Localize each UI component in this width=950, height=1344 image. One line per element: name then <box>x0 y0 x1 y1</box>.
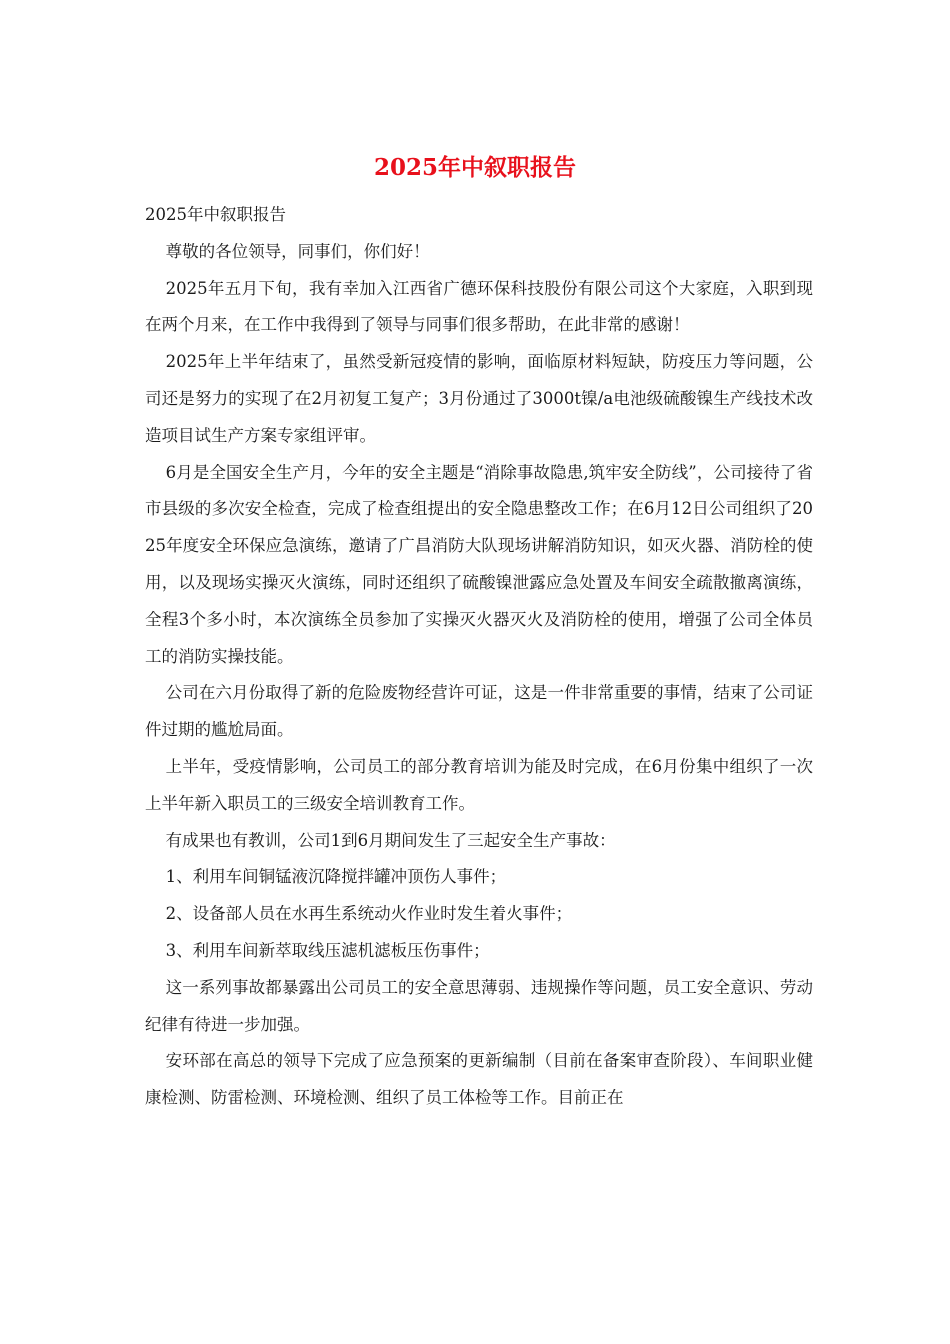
document-subtitle: 2025年中叙职报告 <box>145 205 286 224</box>
paragraph: 2、设备部人员在水再生系统动火作业时发生着火事件； <box>165 904 573 924</box>
document-title: 2025年中叙职报告 <box>373 154 576 181</box>
paragraph: 安环部在高总的领导下完成了应急预案的更新编制（目前在备案审查阶段）、车间职业健康检测、防雷检测、环境检测、组织了员工体检等工作。目前正在 <box>145 1051 813 1108</box>
paragraph: 1、利用车间铜锰液沉降搅拌罐冲顶伤人事件； <box>165 867 507 887</box>
paragraph: 2025年五月下旬，我有幸加入江西省广德环保科技股份有限公司这个大家庭，入职到现在两个月来，在工作中我得到了领导与同事们很多帮助，在此非常的感谢！ <box>145 278 813 335</box>
paragraph: 尊敬的各位领导，同事们，你们好！ <box>165 241 430 261</box>
paragraph: 这一系列事故都暴露出公司员工的安全意思薄弱、违规操作等问题，员工安全意识、劳动纪律有待进一步加强。 <box>145 977 813 1034</box>
paragraph: 公司在六月份取得了新的危险废物经营许可证，这是一件非常重要的事情，结束了公司证件过期的尴尬局面。 <box>145 683 813 740</box>
paragraph: 6月是全国安全生产月，今年的安全主题是“消除事故隐患,筑牢安全防线”，公司接待了省市县级的多次安全检查，完成了检查组提出的安全隐患整改工作；在6月12日公司组织了2025年度安全环保应急演练，邀请了广昌消防大队现场讲解消防知识，如灭火器、消防栓的使用，以及现场实操灭火演练，同时还组织了硫酸镍泄露应急处置及车间安全疏散撤离演练，全程3个多小时，本次演练全员参加了实操灭火器灭火及消防栓的使用，增强了公司全体员工的消防实操技能。 <box>145 462 813 666</box>
document-body <box>145 197 813 1117</box>
paragraph: 2025年上半年结束了，虽然受新冠疫情的影响，面临原材料短缺，防疫压力等问题，公司还是努力的实现了在2月初复工复产；3月份通过了3000t镍/a电池级硫酸镍生产线技术改造项目试生产方案专家组评审。 <box>145 352 813 445</box>
paragraph: 3、利用车间新萃取线压滤机滤板压伤事件； <box>165 940 490 960</box>
paragraph: 上半年，受疫情影响，公司员工的部分教育培训为能及时完成，在6月份集中组织了一次上半年新入职员工的三级安全培训教育工作。 <box>145 756 813 813</box>
paragraph: 有成果也有教训，公司1到6月期间发生了三起安全生产事故： <box>165 830 616 850</box>
